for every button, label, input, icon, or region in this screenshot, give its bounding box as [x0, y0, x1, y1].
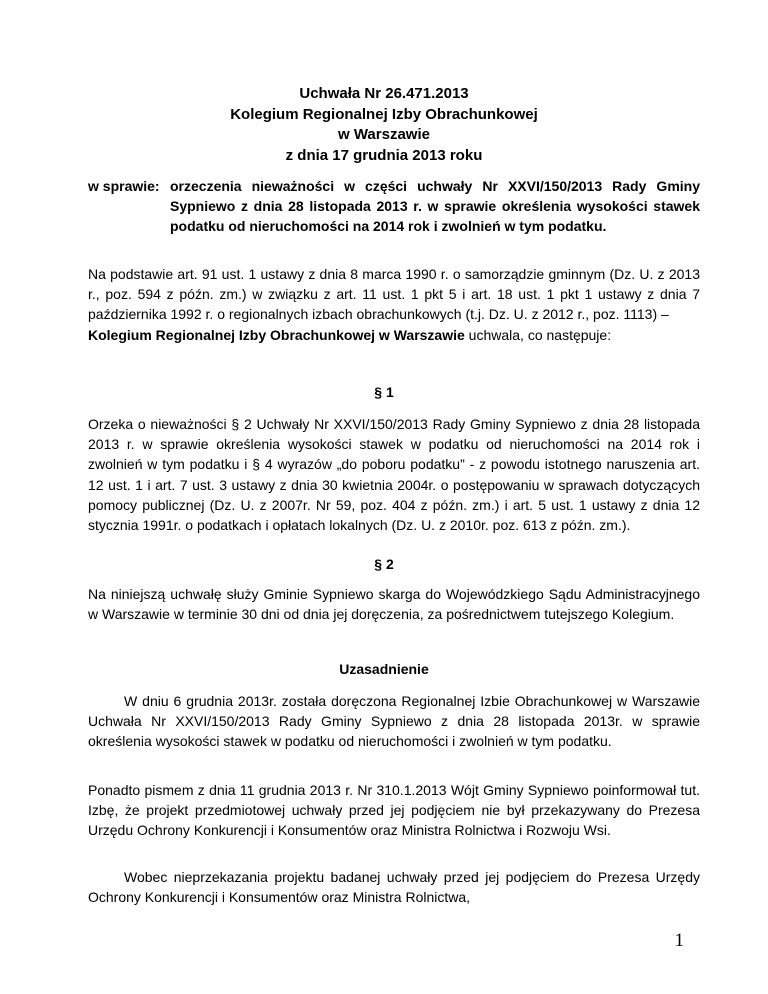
- section-1-text: Orzeka o nieważności § 2 Uchwały Nr XXVI/150/2013 Rady Gminy Sypniewo z dnia 28 listopada 2013 r. w sprawie określenia wysokości stawek w podatku od nieruchomości na 2014 rok i zwolnień w tym podatku i § 4 wyrazów „do poboru podatku” - z powodu istotnego naruszenia art. 12 ust. 1 i art. 7 ust. 3 ustawy z dnia 30 kwietnia 2004r. o postępowaniu w sprawach dotyczących pomocy publicznej (Dz. U. z 2007r. Nr 59, poz. 404 z późn. zm.) i art. 5 ust. 1 ustawy z dnia 12 stycznia 1991r. o podatkach i opłatach lokalnych (Dz. U. z 2010r. poz. 613 z późn. zm.).: [88, 416, 700, 534]
- section-1-heading: § 1: [374, 384, 394, 400]
- section-2-text: Na niniejszą uchwałę służy Gminie Sypniewo skarga do Wojewódzkiego Sądu Administracyjnego w Warszawie w terminie 30 dni od dnia jej doręczenia, za pośrednictwem tutejszego Kolegium.: [88, 586, 700, 623]
- subject-text: orzeczenia nieważności w części uchwały Nr XXVI/150/2013 Rady Gminy Sypniewo z dnia 28 listopada 2013 r. w sprawie określenia wysokości stawek podatku od nieruchomości na 2014 rok i zwolnień w tym podatku.: [170, 178, 700, 234]
- document-title: [0, 84, 768, 166]
- subject-block: [88, 176, 700, 236]
- justification-paragraph-3: Wobec nieprzekazania projektu badanej uchwały przed jej podjęciem do Prezesa Urzędy Ochrony Konkurencji i Konsumentów oraz Ministra Rolnictwa,: [88, 869, 700, 906]
- legal-basis-text: Na podstawie art. 91 ust. 1 ustawy z dnia 8 marca 1990 r. o samorządzie gminnym (Dz. U. z 2013 r., poz. 594 z późn. zm.) w związku z art. 11 ust. 1 pkt 5 i art. 18 ust. 1 pkt 1 ustawy z dnia 7 października 1992 r. o regionalnych izbach obrachunkowych (t.j. Dz. U. z 2012 r., poz. 1113) –: [88, 266, 700, 323]
- resolves-text: uchwala, co następuje:: [464, 326, 612, 343]
- issuing-body: Kolegium Regionalnej Izby Obrachunkowej: [230, 105, 538, 123]
- resolution-number: Uchwała Nr 26.471.2013: [299, 85, 469, 102]
- section-2-heading: § 2: [374, 556, 394, 572]
- resolution-date: z dnia 17 grudnia 2013 roku: [285, 146, 483, 164]
- collegium-name: Kolegium Regionalnej Izby Obrachunkowej w Warszawie: [88, 326, 465, 343]
- justification-paragraph-1: W dniu 6 grudnia 2013r. została doręczona Regionalnej Izbie Obrachunkowej w Warszawie Uchwała Nr XXVI/150/2013 Rady Gminy Sypniewo z dnia 28 listopada 2013r. w sprawie określenia wysokości stawek w podatku od nieruchomości i zwolnień w tym podatku.: [88, 693, 700, 750]
- page-number: 1: [674, 930, 684, 951]
- legal-basis-paragraph: [88, 264, 700, 345]
- justification-heading: Uzasadnienie: [339, 661, 429, 677]
- justification-paragraph-2: Ponadto pismem z dnia 11 grudnia 2013 r. Nr 310.1.2013 Wójt Gminy Sypniewo poinformował tut. Izbę, że projekt przedmiotowej uchwały przed jej podjęciem nie był przekazywany do Prezesa Urzędu Ochrony Konkurencji i Konsumentów oraz Ministra Rolnictwa i Rozwoju Wsi.: [88, 782, 700, 839]
- subject-lead: w sprawie:: [88, 178, 160, 194]
- issuing-location: w Warszawie: [338, 126, 430, 143]
